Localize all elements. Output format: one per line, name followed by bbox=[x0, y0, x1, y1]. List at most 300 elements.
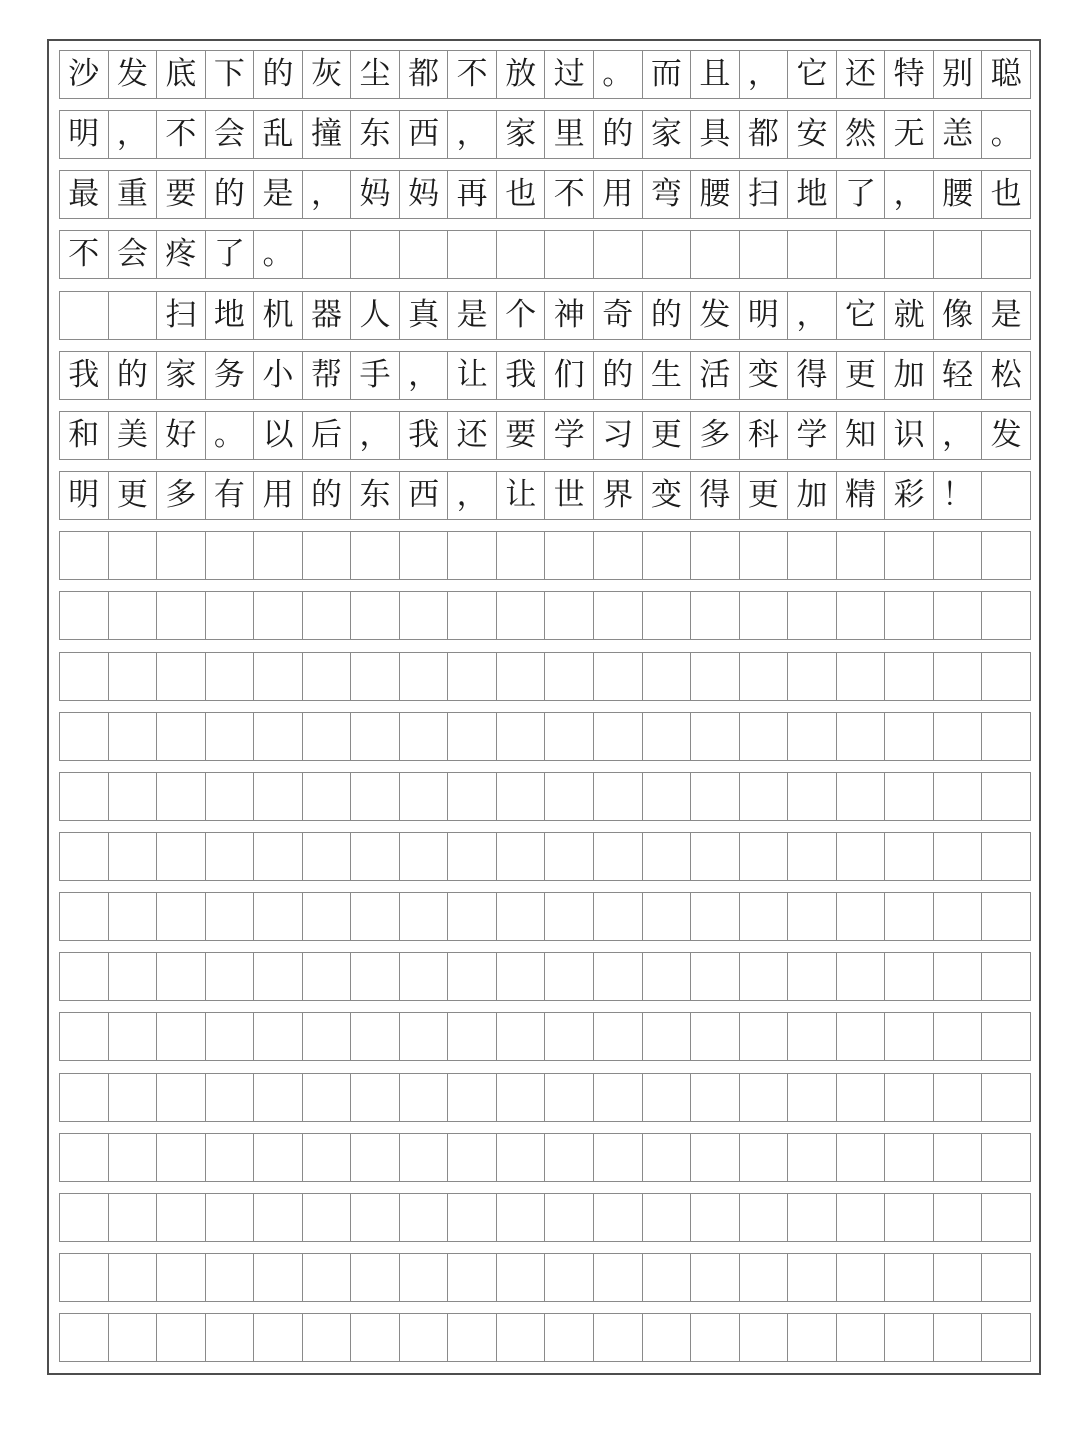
grid-cell bbox=[885, 231, 934, 278]
grid-cell: 腰 bbox=[934, 171, 983, 218]
grid-cell: 真 bbox=[400, 292, 449, 339]
grid-cell bbox=[254, 1254, 303, 1301]
grid-cell: 更 bbox=[740, 472, 789, 519]
grid-cell bbox=[109, 1074, 158, 1121]
grid-cell: 帮 bbox=[303, 352, 352, 399]
grid-cell: 东 bbox=[351, 472, 400, 519]
grid-cell bbox=[351, 893, 400, 940]
grid-cell bbox=[691, 833, 740, 880]
grid-cell bbox=[788, 653, 837, 700]
grid-cell bbox=[643, 1013, 692, 1060]
grid-cell bbox=[157, 653, 206, 700]
grid-cell: 。 bbox=[594, 51, 643, 98]
grid-cell bbox=[594, 833, 643, 880]
grid-cell bbox=[740, 1314, 789, 1361]
grid-cell bbox=[934, 592, 983, 639]
grid-cell bbox=[109, 1314, 158, 1361]
grid-cell bbox=[497, 833, 546, 880]
grid-cell bbox=[788, 592, 837, 639]
grid-cell bbox=[982, 1314, 1030, 1361]
grid-cell bbox=[206, 1013, 255, 1060]
grid-cell bbox=[740, 893, 789, 940]
grid-cell bbox=[157, 893, 206, 940]
grid-cell bbox=[594, 893, 643, 940]
grid-cell bbox=[109, 1194, 158, 1241]
grid-cell bbox=[982, 592, 1030, 639]
empty-row bbox=[59, 832, 1031, 881]
grid-cell: 的 bbox=[109, 352, 158, 399]
grid-cell bbox=[400, 592, 449, 639]
grid-cell bbox=[691, 1254, 740, 1301]
grid-cell bbox=[157, 1134, 206, 1181]
empty-row bbox=[59, 952, 1031, 1001]
grid-cell bbox=[545, 532, 594, 579]
grid-cell bbox=[303, 893, 352, 940]
grid-cell bbox=[60, 1013, 109, 1060]
grid-cell: 最 bbox=[60, 171, 109, 218]
grid-cell: 明 bbox=[740, 292, 789, 339]
grid-cell: 我 bbox=[400, 412, 449, 459]
grid-cell bbox=[885, 953, 934, 1000]
grid-cell: 特 bbox=[885, 51, 934, 98]
grid-cell: 也 bbox=[497, 171, 546, 218]
grid-cell: 腰 bbox=[691, 171, 740, 218]
grid-cell bbox=[594, 1134, 643, 1181]
grid-cell bbox=[982, 1013, 1030, 1060]
grid-cell bbox=[351, 653, 400, 700]
grid-cell: 机 bbox=[254, 292, 303, 339]
grid-cell: 恙 bbox=[934, 111, 983, 158]
grid-cell bbox=[982, 893, 1030, 940]
grid-cell bbox=[837, 1314, 886, 1361]
grid-cell: 家 bbox=[643, 111, 692, 158]
grid-cell: 别 bbox=[934, 51, 983, 98]
grid-cell: 妈 bbox=[351, 171, 400, 218]
grid-cell bbox=[400, 953, 449, 1000]
grid-cell bbox=[934, 1314, 983, 1361]
grid-cell bbox=[740, 773, 789, 820]
grid-cell bbox=[594, 1194, 643, 1241]
grid-cell bbox=[60, 1254, 109, 1301]
grid-cell: 发 bbox=[691, 292, 740, 339]
grid-cell bbox=[837, 1074, 886, 1121]
grid-cell bbox=[351, 953, 400, 1000]
grid-cell bbox=[448, 893, 497, 940]
grid-cell: 西 bbox=[400, 111, 449, 158]
grid-cell bbox=[788, 532, 837, 579]
grid-cell: 家 bbox=[157, 352, 206, 399]
grid-cell bbox=[545, 231, 594, 278]
grid-cell bbox=[351, 1074, 400, 1121]
grid-cell: 无 bbox=[885, 111, 934, 158]
grid-cell bbox=[934, 833, 983, 880]
grid-cell: 了 bbox=[206, 231, 255, 278]
grid-cell: 都 bbox=[740, 111, 789, 158]
grid-cell bbox=[837, 953, 886, 1000]
grid-cell bbox=[497, 773, 546, 820]
grid-cell bbox=[448, 231, 497, 278]
grid-cell bbox=[885, 1013, 934, 1060]
grid-cell bbox=[206, 1134, 255, 1181]
grid-cell bbox=[885, 833, 934, 880]
grid-cell bbox=[206, 653, 255, 700]
grid-cell bbox=[254, 1074, 303, 1121]
grid-cell bbox=[448, 1314, 497, 1361]
grid-cell bbox=[982, 472, 1030, 519]
grid-cell bbox=[254, 1194, 303, 1241]
grid-cell: 奇 bbox=[594, 292, 643, 339]
grid-cell bbox=[303, 1013, 352, 1060]
text-row bbox=[59, 170, 1031, 219]
grid-cell: ， bbox=[448, 472, 497, 519]
grid-cell bbox=[691, 532, 740, 579]
grid-cell bbox=[643, 532, 692, 579]
grid-cell bbox=[400, 1194, 449, 1241]
grid-cell bbox=[303, 592, 352, 639]
grid-cell: 活 bbox=[691, 352, 740, 399]
grid-cell bbox=[740, 1134, 789, 1181]
grid-cell bbox=[303, 1074, 352, 1121]
grid-cell: 我 bbox=[60, 352, 109, 399]
grid-cell: 乱 bbox=[254, 111, 303, 158]
grid-cell bbox=[934, 532, 983, 579]
grid-cell bbox=[60, 592, 109, 639]
grid-cell bbox=[254, 1134, 303, 1181]
grid-cell bbox=[740, 231, 789, 278]
grid-cell bbox=[109, 893, 158, 940]
grid-cell bbox=[740, 1194, 789, 1241]
grid-cell bbox=[545, 713, 594, 760]
grid-cell bbox=[351, 532, 400, 579]
grid-cell bbox=[351, 1194, 400, 1241]
grid-cell bbox=[740, 833, 789, 880]
grid-cell bbox=[157, 833, 206, 880]
grid-cell bbox=[497, 1013, 546, 1060]
grid-cell bbox=[206, 592, 255, 639]
grid-cell bbox=[109, 833, 158, 880]
grid-cell: 都 bbox=[400, 51, 449, 98]
grid-cell bbox=[982, 1134, 1030, 1181]
grid-cell: ， bbox=[400, 352, 449, 399]
grid-cell: ， bbox=[448, 111, 497, 158]
grid-cell: ， bbox=[109, 111, 158, 158]
grid-cell bbox=[157, 1314, 206, 1361]
grid-cell bbox=[545, 592, 594, 639]
grid-cell: 用 bbox=[594, 171, 643, 218]
grid-cell: 是 bbox=[448, 292, 497, 339]
grid-cell: ， bbox=[303, 171, 352, 218]
grid-cell bbox=[885, 592, 934, 639]
grid-cell: 加 bbox=[788, 472, 837, 519]
text-row bbox=[59, 291, 1031, 340]
grid-cell bbox=[206, 953, 255, 1000]
grid-cell bbox=[109, 773, 158, 820]
grid-cell: 且 bbox=[691, 51, 740, 98]
grid-cell: 界 bbox=[594, 472, 643, 519]
grid-cell bbox=[60, 292, 109, 339]
grid-cell bbox=[254, 1013, 303, 1060]
grid-cell bbox=[400, 833, 449, 880]
grid-cell bbox=[788, 1074, 837, 1121]
grid-cell: 变 bbox=[643, 472, 692, 519]
grid-cell bbox=[982, 532, 1030, 579]
grid-cell bbox=[837, 1194, 886, 1241]
grid-cell bbox=[497, 1194, 546, 1241]
grid-cell bbox=[788, 893, 837, 940]
grid-cell bbox=[254, 592, 303, 639]
grid-cell bbox=[740, 713, 789, 760]
grid-cell bbox=[400, 713, 449, 760]
grid-cell bbox=[934, 653, 983, 700]
grid-cell bbox=[545, 773, 594, 820]
grid-cell: 后 bbox=[303, 412, 352, 459]
grid-cell bbox=[545, 893, 594, 940]
grid-cell: 东 bbox=[351, 111, 400, 158]
grid-cell bbox=[351, 713, 400, 760]
grid-cell: 弯 bbox=[643, 171, 692, 218]
grid-cell: 发 bbox=[990, 416, 1022, 453]
grid-cell: 它 bbox=[788, 51, 837, 98]
grid-cell: 还 bbox=[837, 51, 886, 98]
grid-cell bbox=[691, 592, 740, 639]
grid-cell bbox=[594, 1254, 643, 1301]
grid-cell bbox=[497, 953, 546, 1000]
grid-cell bbox=[254, 653, 303, 700]
grid-cell bbox=[448, 653, 497, 700]
grid-cell bbox=[497, 653, 546, 700]
grid-cell bbox=[788, 1013, 837, 1060]
grid-cell bbox=[934, 1254, 983, 1301]
grid-cell bbox=[303, 1314, 352, 1361]
grid-cell bbox=[109, 292, 158, 339]
grid-cell bbox=[982, 773, 1030, 820]
grid-cell bbox=[982, 1074, 1030, 1121]
grid-cell bbox=[351, 1254, 400, 1301]
grid-cell bbox=[934, 713, 983, 760]
grid-cell bbox=[157, 532, 206, 579]
grid-cell: ， bbox=[885, 171, 934, 218]
grid-cell: 手 bbox=[351, 352, 400, 399]
grid-cell: ， bbox=[351, 412, 400, 459]
grid-cell bbox=[60, 833, 109, 880]
grid-cell bbox=[545, 1013, 594, 1060]
grid-cell: 下 bbox=[206, 51, 255, 98]
grid-cell: 尘 bbox=[351, 51, 400, 98]
grid-cell bbox=[206, 532, 255, 579]
grid-cell: 放 bbox=[497, 51, 546, 98]
grid-cell: 然 bbox=[837, 111, 886, 158]
grid-cell bbox=[109, 653, 158, 700]
text-row bbox=[59, 471, 1031, 520]
grid-cell: 的 bbox=[594, 111, 643, 158]
grid-cell bbox=[254, 833, 303, 880]
grid-cell: 聪 bbox=[990, 56, 1022, 92]
grid-cell bbox=[885, 893, 934, 940]
text-row bbox=[59, 50, 1031, 99]
grid-cell: 沙 bbox=[60, 51, 109, 98]
grid-cell bbox=[109, 1013, 158, 1060]
grid-cell bbox=[157, 1013, 206, 1060]
grid-cell bbox=[837, 893, 886, 940]
grid-cell bbox=[837, 833, 886, 880]
grid-cell bbox=[837, 532, 886, 579]
grid-cell: 用 bbox=[254, 472, 303, 519]
grid-cell: 不 bbox=[60, 231, 109, 278]
grid-cell: ， bbox=[788, 292, 837, 339]
grid-cell bbox=[691, 1194, 740, 1241]
grid-cell bbox=[837, 231, 886, 278]
grid-cell bbox=[837, 1254, 886, 1301]
grid-cell bbox=[691, 653, 740, 700]
grid-cell: 明 bbox=[60, 472, 109, 519]
grid-cell bbox=[303, 1134, 352, 1181]
grid-cell: 要 bbox=[157, 171, 206, 218]
grid-cell: 再 bbox=[448, 171, 497, 218]
grid-cell: 灰 bbox=[303, 51, 352, 98]
grid-cell bbox=[109, 953, 158, 1000]
grid-cell bbox=[400, 1013, 449, 1060]
grid-cell bbox=[982, 231, 1030, 278]
grid-cell: 神 bbox=[545, 292, 594, 339]
grid-cell bbox=[60, 1134, 109, 1181]
grid-cell bbox=[497, 592, 546, 639]
grid-cell bbox=[157, 713, 206, 760]
grid-cell bbox=[351, 231, 400, 278]
grid-cell: 扫 bbox=[740, 171, 789, 218]
grid-cell: 地 bbox=[206, 292, 255, 339]
grid-cell bbox=[157, 1194, 206, 1241]
grid-cell bbox=[303, 532, 352, 579]
grid-cell bbox=[788, 713, 837, 760]
grid-cell bbox=[934, 773, 983, 820]
grid-cell bbox=[545, 953, 594, 1000]
grid-cell bbox=[351, 1013, 400, 1060]
grid-cell bbox=[837, 1013, 886, 1060]
grid-cell bbox=[837, 773, 886, 820]
grid-cell bbox=[691, 893, 740, 940]
grid-cell bbox=[594, 1013, 643, 1060]
grid-cell bbox=[448, 713, 497, 760]
grid-cell bbox=[643, 231, 692, 278]
grid-cell bbox=[934, 1194, 983, 1241]
grid-cell: 发 bbox=[109, 51, 158, 98]
grid-cell bbox=[60, 713, 109, 760]
grid-cell bbox=[740, 1013, 789, 1060]
grid-cell: ！ bbox=[934, 472, 983, 519]
grid-cell: 更 bbox=[837, 352, 886, 399]
grid-cell bbox=[109, 713, 158, 760]
grid-cell: 变 bbox=[740, 352, 789, 399]
grid-cell: 的 bbox=[254, 51, 303, 98]
grid-cell bbox=[303, 1254, 352, 1301]
grid-cell bbox=[643, 1074, 692, 1121]
grid-cell bbox=[497, 1314, 546, 1361]
grid-cell: 多 bbox=[691, 412, 740, 459]
grid-cell bbox=[303, 713, 352, 760]
grid-cell: 好 bbox=[157, 412, 206, 459]
grid-cell: 个 bbox=[497, 292, 546, 339]
grid-cell: 撞 bbox=[303, 111, 352, 158]
grid-cell bbox=[206, 773, 255, 820]
grid-cell: 要 bbox=[497, 412, 546, 459]
grid-cell bbox=[691, 713, 740, 760]
grid-cell bbox=[109, 1254, 158, 1301]
grid-cell bbox=[982, 1254, 1030, 1301]
grid-cell bbox=[594, 773, 643, 820]
grid-cell: 更 bbox=[109, 472, 158, 519]
grid-cell: 家 bbox=[497, 111, 546, 158]
grid-cell: 得 bbox=[788, 352, 837, 399]
grid-cell bbox=[982, 1194, 1030, 1241]
grid-cell: 。 bbox=[254, 231, 303, 278]
grid-cell bbox=[934, 893, 983, 940]
grid-cell: 生 bbox=[643, 352, 692, 399]
grid-cell bbox=[934, 231, 983, 278]
grid-cell bbox=[982, 653, 1030, 700]
grid-cell: 西 bbox=[400, 472, 449, 519]
grid-cell bbox=[691, 1134, 740, 1181]
grid-cell bbox=[885, 1194, 934, 1241]
grid-cell bbox=[448, 1134, 497, 1181]
grid-cell bbox=[545, 1194, 594, 1241]
grid-cell bbox=[206, 713, 255, 760]
grid-cell: 知 bbox=[837, 412, 886, 459]
grid-cell bbox=[400, 1254, 449, 1301]
grid-cell bbox=[740, 532, 789, 579]
grid-cell bbox=[643, 653, 692, 700]
grid-cell bbox=[934, 1074, 983, 1121]
grid-cell: 扫 bbox=[157, 292, 206, 339]
grid-cell bbox=[400, 231, 449, 278]
grid-cell bbox=[788, 1134, 837, 1181]
grid-cell bbox=[982, 833, 1030, 880]
grid-cell bbox=[594, 532, 643, 579]
grid-cell: 让 bbox=[497, 472, 546, 519]
grid-cell bbox=[837, 653, 886, 700]
grid-cell bbox=[594, 592, 643, 639]
grid-cell: 重 bbox=[109, 171, 158, 218]
grid-cell bbox=[400, 532, 449, 579]
grid-cell bbox=[448, 833, 497, 880]
grid-cell bbox=[448, 592, 497, 639]
grid-cell bbox=[594, 953, 643, 1000]
text-row bbox=[59, 110, 1031, 159]
grid-cell bbox=[788, 773, 837, 820]
grid-cell bbox=[788, 1314, 837, 1361]
grid-cell: 科 bbox=[740, 412, 789, 459]
grid-cell bbox=[837, 1134, 886, 1181]
grid-cell: 的 bbox=[303, 472, 352, 519]
grid-cell: 小 bbox=[254, 352, 303, 399]
grid-cell: 松 bbox=[990, 356, 1022, 393]
grid-cell bbox=[643, 592, 692, 639]
text-row bbox=[59, 351, 1031, 400]
grid-cell bbox=[691, 773, 740, 820]
grid-cell: ， bbox=[934, 412, 983, 459]
grid-cell bbox=[982, 713, 1030, 760]
empty-row bbox=[59, 1073, 1031, 1122]
grid-cell: 让 bbox=[448, 352, 497, 399]
grid-cell bbox=[691, 953, 740, 1000]
empty-row bbox=[59, 652, 1031, 701]
grid-cell: 它 bbox=[837, 292, 886, 339]
grid-cell bbox=[837, 592, 886, 639]
grid-cell: 有 bbox=[206, 472, 255, 519]
grid-cell bbox=[885, 713, 934, 760]
grid-cell bbox=[934, 1013, 983, 1060]
grid-cell: ， bbox=[740, 51, 789, 98]
grid-cell: 轻 bbox=[934, 352, 983, 399]
